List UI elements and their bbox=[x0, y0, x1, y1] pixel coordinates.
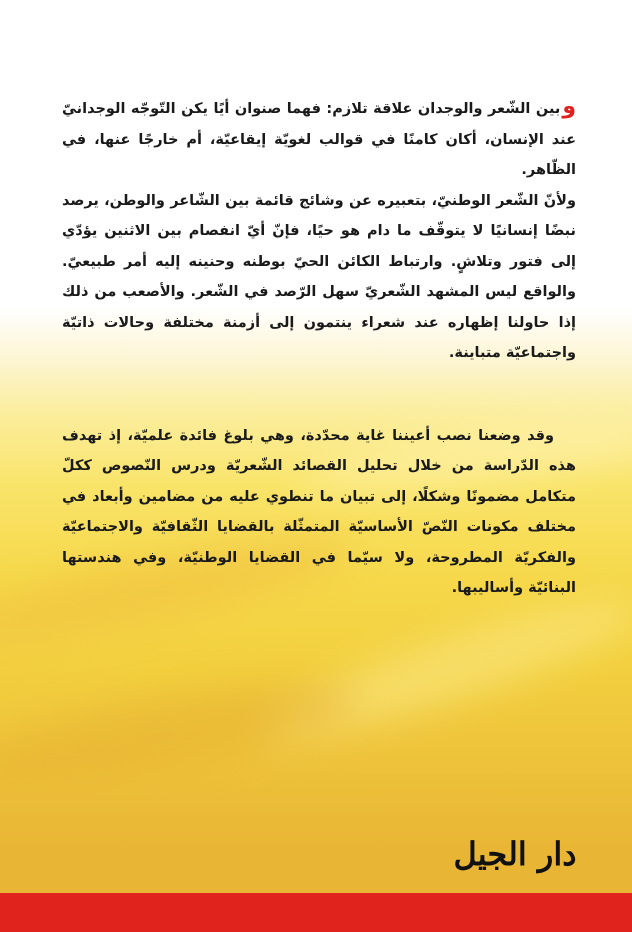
paragraph-text: بين الشّعر والوجدان علاقة تلازم: فهما صنوان أيًا يكن التّوجّه الوجدانيّ عند الإنسان، أكان كامنًا في قوالب لغويّة إيقاعيّة، أم خارجًا عنها، في الظّاهر. bbox=[62, 101, 576, 178]
red-bottom-band bbox=[0, 893, 632, 932]
blurb-paragraph-1 bbox=[62, 94, 576, 186]
blurb-paragraph-3: وقد وضعنا نصب أعيننا غاية محدّدة، وهي بلوغ فائدة علميّة، إذ تهدف هذه الدّراسة من خلال تحليل القصائد الشّعريّة ودرس النّصوص ككلّ متكامل مضمونًا وشكلًا، إلى تبيان ما تنطوي عليه من مضامين وأبعاد في مختلف مكونات النّصّ الأساسيّة المتمثّلة بالقضايا الثّقافيّة والاجتماعيّة والفكريّة المطروحة، ولا سيّما في القضايا الوطنيّة، وفي هندستها البنائيّة وأساليبها. bbox=[62, 427, 576, 596]
blurb-paragraph-2: ولأنّ الشّعر الوطنيّ، بتعبيره عن وشائج قائمة بين الشّاعر والوطن، يرصد نبضًا إنسانيًا لا يتوقّف ما دام هو حيًا، فإنّ أيّ انفصام بين الاثنين يؤدّي إلى فتور وتلاشٍ. وارتباط الكائن الحيّ بوطنه وحنينه إليه أمر طبيعيّ. والواقع ليس المشهد الشّعريّ سهل الرّصد في الشّعر. والأصعب من ذلك إذا حاولنا إظهاره عند شعراء ينتمون إلى أزمنة مختلفة وحالات ذاتيّة واجتماعيّة متباينة. bbox=[62, 192, 576, 361]
background-streak bbox=[0, 666, 363, 800]
blurb bbox=[62, 94, 576, 604]
publisher-logo: دار الجيل bbox=[453, 835, 577, 873]
drop-cap: و bbox=[562, 94, 576, 119]
